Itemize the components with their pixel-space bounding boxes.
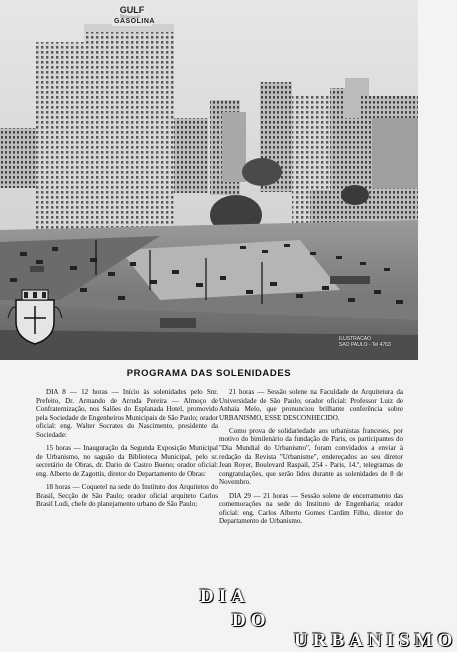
gulf-rooftop-sign	[112, 0, 155, 26]
title-word-urbanismo: URBANISMO	[294, 630, 457, 651]
left-paragraph-3: 18 horas — Coquetel na sede do Instituto dos Arquitetos do Brasil, Secção de São Paulo; orador oficial arquiteto Carlos Brasil Lodi, chefe do planejamento urbano de São Paulo;	[36, 482, 218, 509]
right-text-column	[219, 388, 403, 530]
coat-of-arms-icon	[6, 288, 64, 346]
photo-credit-line-2: SAO PAULO - Tel 4763	[339, 342, 391, 348]
title-word-dia: DIA	[200, 586, 250, 607]
gulf-sign-text: GASOLINA	[114, 18, 155, 25]
photo-credit	[339, 336, 417, 348]
left-paragraph-1: DIA 8 — 12 horas — Início às solenidades pelo Snr. Prefeito, Dr. Armando de Arruda Pereira — Almoço de Confraternização, nos Salões do Esplanada Hotel, promovido pela Sociedade de Engenheiros Municipais de São Paulo; orador oficial: eng. Walter Socrates do Nascimento, presidente da Sociedade:	[36, 388, 218, 439]
left-paragraph-2: 15 horas — Inauguração da Segunda Exposição Municipal de Urbanismo, no saguão da Biblioteca Municipal, pelo sr. secretário de Obras, dr. Dario de Castro Bueno; orador oficial: eng. Alberto de Zagottis, diretor do Departamento de Obras:	[36, 444, 218, 478]
right-paragraph-1: 21 horas — Sessão solene na Faculdade de Arquitetura da Universidade de São Paulo; orador oficial: Professor Luiz de Anhaia Melo, que pronunciou brilhante conferência sobre URBANISMO, ESSE DESCONHECIDO.	[219, 388, 403, 422]
title-word-do: DO	[232, 610, 271, 631]
right-paragraph-2: Como prova de solidariedade aos urbanistas franceses, por motivo do bimilenário da fundação de Paris, os participantes do "Dia Mundial do Urbanismo", foram convidados a enviar à redação da Revista "Urbanisme", endereçados ao seu diretor Jean Royer, Boulevard Raspail, 254 - Paris, 14.º, telegramas de congratulações, que serão lidos durante as solenidades de 8 de Novembro.	[219, 426, 403, 487]
gulf-sign-logo: GULF	[117, 4, 148, 16]
right-paragraph-3: DIA 29 — 21 horas — Sessão solene de encerramento das comemorações na sede do Instituto de Engenharia; orador oficial: eng. Carlos Alberto Gomes Cardim Filho, diretor do Departamento de Urbanismo.	[219, 491, 403, 526]
left-text-column	[36, 388, 218, 513]
program-heading: PROGRAMA DAS SOLENIDADES	[126, 368, 292, 379]
photo-credit-line-1: ILUSTRACAO	[339, 336, 371, 342]
